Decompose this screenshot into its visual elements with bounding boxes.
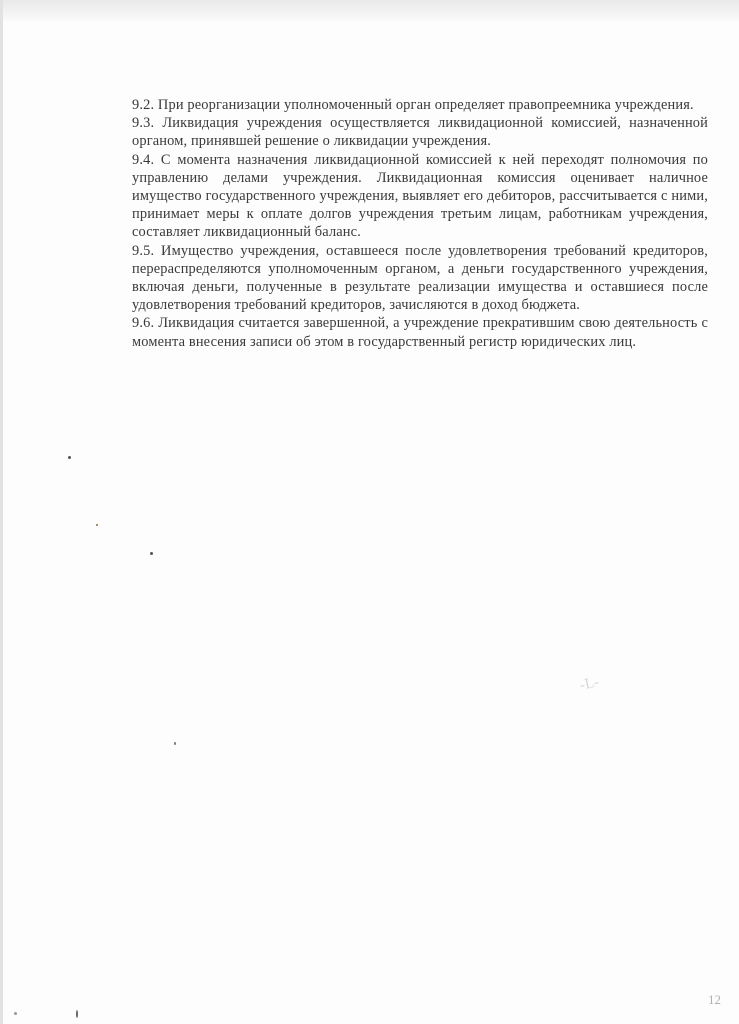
paragraph-9-5: 9.5. Имущество учреждения, оставшееся после удовлетворения требований кредиторов, перераспределяются уполномоченным органом, а деньги государственного учреждения, включая деньги, полученные в результате реализации имущества и оставшиеся после удовлетворения требований кредиторов, зачисляются в доход бюджета. <box>132 242 708 314</box>
scan-speck <box>150 552 153 555</box>
scan-speck <box>96 524 98 526</box>
paragraph-9-6: 9.6. Ликвидация считается завершенной, а учреждение прекратившим свою деятельность с момента внесения записи об этом в государственный регистр юридических лиц. <box>132 315 708 350</box>
scan-speck <box>174 742 176 745</box>
document-body <box>132 96 708 351</box>
faint-scan-mark: -L- <box>578 674 601 694</box>
scan-speck <box>68 456 71 459</box>
scan-left-edge <box>0 0 3 1024</box>
paragraph-9-2: 9.2. При реорганизации уполномоченный орган определяет правопреемника учреждения. <box>132 97 694 113</box>
page-number: 12 <box>708 992 721 1007</box>
paragraph-9-3: 9.3. Ликвидация учреждения осуществляется ликвидационной комиссией, назначенной органом, принявшей решение о ликвидации учреждения. <box>132 115 708 150</box>
scan-speck <box>14 1012 17 1015</box>
paragraph-9-4: 9.4. С момента назначения ликвидационной комиссией к ней переходят полномочия по управлению делами учреждения. Ликвидационная комиссия оценивает наличное имущество государственного учреждения, выявляет его дебиторов, рассчитывается с ними, принимает меры к оплате долгов учреждения третьим лицам, работникам учреждения, составляет ликвидационный баланс. <box>132 151 708 241</box>
scan-top-shadow <box>0 0 739 22</box>
scan-speck <box>76 1010 78 1018</box>
